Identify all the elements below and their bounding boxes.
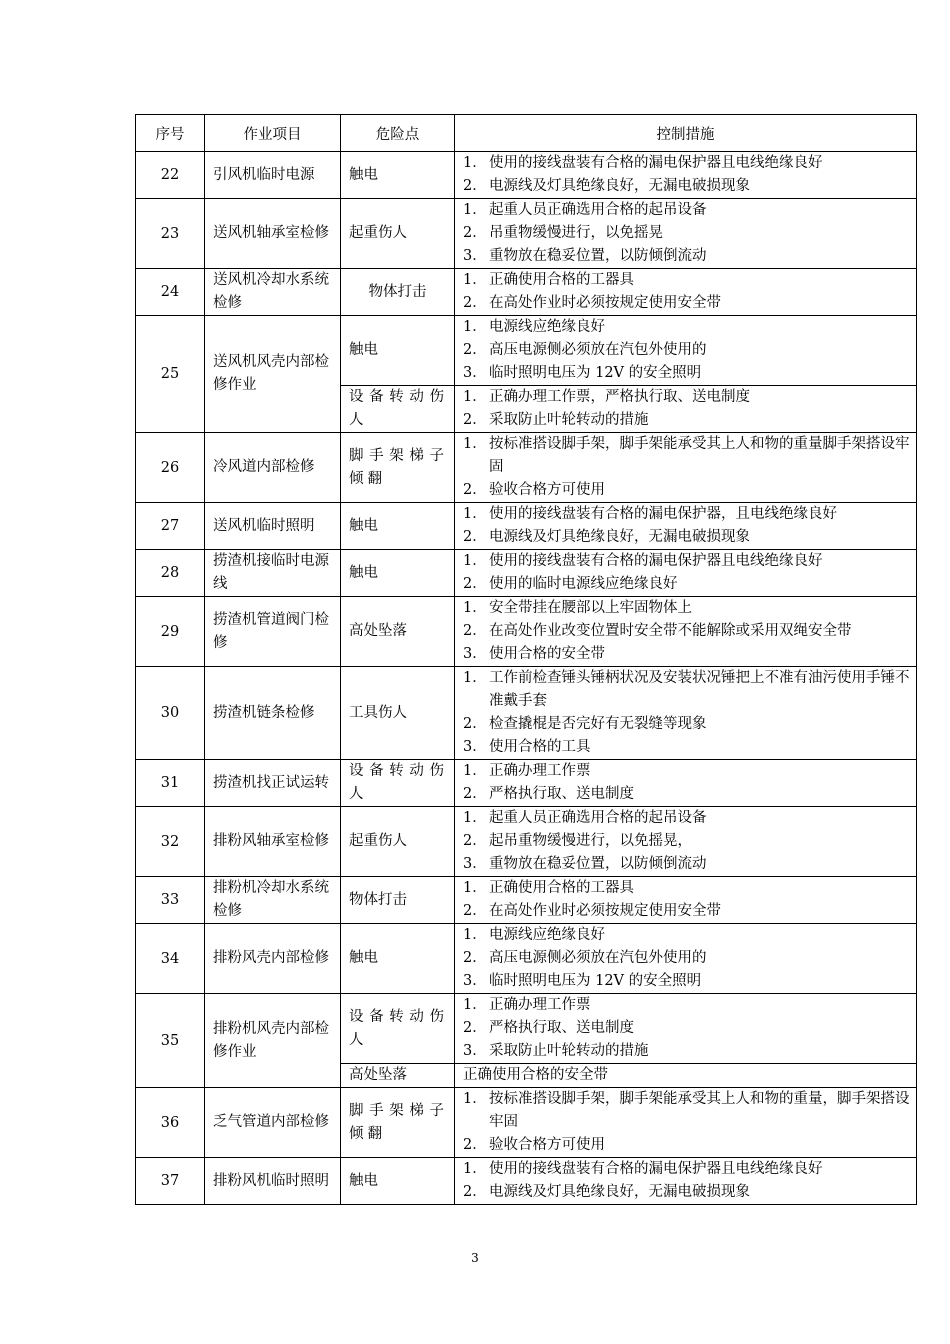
- measure-text: 电源线及灯具绝缘良好，无漏电破损现象: [489, 529, 750, 545]
- hazard-point: 物体打击: [341, 877, 455, 924]
- measure-text: 采取防止叶轮转动的措施: [489, 1043, 649, 1059]
- measure-text: 严格执行取、送电制度: [489, 786, 634, 802]
- measure-item: [463, 970, 912, 993]
- measure-index: 1．: [463, 319, 487, 335]
- measure-item: [463, 713, 912, 736]
- control-measures: [455, 994, 917, 1064]
- work-item: 送风机冷却水系统检修: [205, 269, 341, 316]
- measure-text: 检查撬棍是否完好有无裂缝等现象: [489, 716, 707, 732]
- work-item: 引风机临时电源: [205, 152, 341, 199]
- measure-text: 正确使用合格的工器具: [489, 272, 634, 288]
- measure-text: 正确使用合格的工器具: [489, 880, 634, 896]
- hazard-point: 高处坠落: [341, 597, 455, 667]
- measure-item: [463, 550, 912, 573]
- measure-index: 1．: [463, 927, 487, 943]
- measure-index: 1．: [463, 670, 487, 686]
- measure-index: 2．: [463, 786, 487, 802]
- table-row: [136, 269, 917, 316]
- control-measures: [455, 386, 917, 433]
- measure-item: [463, 222, 912, 245]
- measure-index: 2．: [463, 833, 487, 849]
- row-number: 24: [136, 269, 205, 316]
- measure-item: [463, 503, 912, 526]
- measure-item: [463, 1134, 912, 1157]
- table-body: [136, 152, 917, 1205]
- measure-item: [463, 924, 912, 947]
- hazard-point: 触电: [341, 152, 455, 199]
- measure-index: 2．: [463, 529, 487, 545]
- row-number: 26: [136, 433, 205, 503]
- measure-text: 使用合格的安全带: [489, 646, 605, 662]
- header-hazard: 危险点: [341, 115, 455, 152]
- control-measures: [455, 316, 917, 386]
- hazard-point: 工具伤人: [341, 667, 455, 760]
- measure-index: 3．: [463, 856, 487, 872]
- row-number: 36: [136, 1088, 205, 1158]
- header-item: 作业项目: [205, 115, 341, 152]
- measure-text: 按标准搭设脚手架，脚手架能承受其上人和物的重量脚手架搭设牢固: [489, 436, 910, 475]
- measure-text: 严格执行取、送电制度: [489, 1020, 634, 1036]
- table-row: [136, 877, 917, 924]
- measure-item: [463, 994, 912, 1017]
- measure-item: [463, 175, 912, 198]
- measure-item: [463, 1088, 912, 1134]
- measure-item: [463, 643, 912, 666]
- row-number: 37: [136, 1158, 205, 1205]
- table-row: [136, 597, 917, 667]
- measure-index: 1．: [463, 810, 487, 826]
- hazard-point: 触电: [341, 1158, 455, 1205]
- measure-index: 1．: [463, 155, 487, 171]
- row-number: 32: [136, 807, 205, 877]
- measure-text: 在高处作业时必须按规定使用安全带: [489, 295, 721, 311]
- measure-item: [463, 620, 912, 643]
- measure-text: 使用合格的工具: [489, 739, 591, 755]
- measure-index: 1．: [463, 997, 487, 1013]
- measure-index: 2．: [463, 1137, 487, 1153]
- control-measures: [455, 550, 917, 597]
- measure-index: 1．: [463, 1161, 487, 1177]
- measure-item: [463, 947, 912, 970]
- measure-text: 吊重物缓慢进行，以免摇晃: [489, 225, 663, 241]
- hazard-point: 起重伤人: [341, 199, 455, 269]
- measure-text: 正确办理工作票: [489, 763, 591, 779]
- measure-item: [463, 292, 912, 315]
- table-row: [136, 807, 917, 877]
- safety-measures-table: [135, 114, 917, 1205]
- measure-index: 2．: [463, 716, 487, 732]
- measure-item: [463, 386, 912, 409]
- work-item: 乏气管道内部检修: [205, 1088, 341, 1158]
- row-number: 25: [136, 316, 205, 433]
- measure-index: 2．: [463, 225, 487, 241]
- measure-item: [463, 245, 912, 268]
- measure-item: [463, 409, 912, 432]
- measure-text: 工作前检查锤头锤柄状况及安装状况锤把上不准有油污使用手锤不准戴手套: [489, 670, 910, 709]
- measure-index: 1．: [463, 553, 487, 569]
- hazard-point: 脚手架梯子倾翻: [341, 1088, 455, 1158]
- work-item: 送风机风壳内部检修作业: [205, 316, 341, 433]
- table-row: [136, 433, 917, 503]
- work-item: 捞渣机管道阀门检修: [205, 597, 341, 667]
- measure-index: 1．: [463, 880, 487, 896]
- hazard-point: 起重伤人: [341, 807, 455, 877]
- hazard-point: 高处坠落: [341, 1064, 455, 1088]
- measure-text: 使用的接线盘装有合格的漏电保护器，且电线绝缘良好: [489, 506, 837, 522]
- measure-text: 验收合格方可使用: [489, 482, 605, 498]
- hazard-point: 触电: [341, 503, 455, 550]
- measure-item: [463, 736, 912, 759]
- hazard-point: 物体打击: [341, 269, 455, 316]
- control-measures: [455, 1158, 917, 1205]
- measure-item: [463, 269, 912, 292]
- measure-text: 安全带挂在腰部以上牢固物体上: [489, 600, 692, 616]
- control-measures: [455, 597, 917, 667]
- page-number: 3: [471, 1251, 479, 1265]
- measure-index: 2．: [463, 903, 487, 919]
- table-row: [136, 199, 917, 269]
- hazard-point: 脚手架梯子倾翻: [341, 433, 455, 503]
- measure-item: [463, 1040, 912, 1063]
- row-number: 34: [136, 924, 205, 994]
- measure-item: [463, 1017, 912, 1040]
- measure-text: 使用的接线盘装有合格的漏电保护器且电线绝缘良好: [489, 1161, 823, 1177]
- measure-index: 2．: [463, 178, 487, 194]
- work-item: 排粉风机临时照明: [205, 1158, 341, 1205]
- measure-text: 高压电源侧必须放在汽包外使用的: [489, 950, 707, 966]
- measure-index: 1．: [463, 272, 487, 288]
- row-number: 31: [136, 760, 205, 807]
- measure-text: 起重人员正确选用合格的起吊设备: [489, 202, 707, 218]
- measure-item: [463, 667, 912, 713]
- control-measures: [455, 1088, 917, 1158]
- measure-index: 2．: [463, 482, 487, 498]
- measure-text: 采取防止叶轮转动的措施: [489, 412, 649, 428]
- control-measures: [455, 760, 917, 807]
- control-measures: [455, 667, 917, 760]
- measure-text: 重物放在稳妥位置，以防倾倒流动: [489, 248, 707, 264]
- measure-index: 3．: [463, 973, 487, 989]
- work-item: 捞渣机找正试运转: [205, 760, 341, 807]
- measure-item: [463, 362, 912, 385]
- measure-item: [463, 526, 912, 549]
- work-item: 捞渣机接临时电源线: [205, 550, 341, 597]
- measure-item: [463, 433, 912, 479]
- row-number: 33: [136, 877, 205, 924]
- measure-index: 2．: [463, 1184, 487, 1200]
- measure-text: 按标准搭设脚手架，脚手架能承受其上人和物的重量，脚手架搭设牢固: [489, 1091, 910, 1130]
- measure-text: 正确使用合格的安全带: [463, 1067, 608, 1083]
- measure-index: 3．: [463, 248, 487, 264]
- measure-index: 1．: [463, 600, 487, 616]
- measure-item: [463, 783, 912, 806]
- row-number: 22: [136, 152, 205, 199]
- table-header-row: [136, 115, 917, 152]
- measure-item: [463, 152, 912, 175]
- measure-item: [463, 877, 912, 900]
- control-measures: [455, 807, 917, 877]
- measure-item: [463, 760, 912, 783]
- measure-index: 3．: [463, 365, 487, 381]
- measure-index: 2．: [463, 623, 487, 639]
- measure-index: 2．: [463, 950, 487, 966]
- measure-index: 1．: [463, 506, 487, 522]
- measure-index: 1．: [463, 436, 487, 452]
- measure-index: 2．: [463, 412, 487, 428]
- hazard-point: 触电: [341, 316, 455, 386]
- control-measures: [455, 152, 917, 199]
- row-number: 23: [136, 199, 205, 269]
- measure-index: 2．: [463, 295, 487, 311]
- measure-item: [463, 479, 912, 502]
- measure-index: 3．: [463, 1043, 487, 1059]
- measure-item: [463, 597, 912, 620]
- hazard-point: 设备转动伤人: [341, 994, 455, 1064]
- measure-index: 3．: [463, 739, 487, 755]
- control-measures: [455, 269, 917, 316]
- table-row: [136, 550, 917, 597]
- measure-text: 正确办理工作票: [489, 997, 591, 1013]
- measure-text: 电源线及灯具绝缘良好，无漏电破损现象: [489, 1184, 750, 1200]
- table-row: [136, 316, 917, 386]
- measure-text: 起重人员正确选用合格的起吊设备: [489, 810, 707, 826]
- measure-index: 1．: [463, 202, 487, 218]
- measure-text: 验收合格方可使用: [489, 1137, 605, 1153]
- measure-index: 1．: [463, 389, 487, 405]
- measure-item: [463, 853, 912, 876]
- measure-text: 在高处作业改变位置时安全带不能解除或采用双绳安全带: [489, 623, 852, 639]
- measure-item: [463, 900, 912, 923]
- measure-index: 1．: [463, 1091, 487, 1107]
- measure-text: 高压电源侧必须放在汽包外使用的: [489, 342, 707, 358]
- hazard-point: 设备转动伤人: [341, 760, 455, 807]
- table-row: [136, 503, 917, 550]
- row-number: 29: [136, 597, 205, 667]
- table-row: [136, 760, 917, 807]
- measure-index: 2．: [463, 576, 487, 592]
- measure-item: [463, 830, 912, 853]
- measure-text: 重物放在稳妥位置，以防倾倒流动: [489, 856, 707, 872]
- measure-text: 临时照明电压为 12V 的安全照明: [489, 973, 702, 989]
- row-number: 28: [136, 550, 205, 597]
- control-measures: [455, 503, 917, 550]
- measure-item: [463, 573, 912, 596]
- measure-item: [463, 316, 912, 339]
- measure-text: 正确办理工作票，严格执行取、送电制度: [489, 389, 750, 405]
- measure-text: 临时照明电压为 12V 的安全照明: [489, 365, 702, 381]
- header-num: 序号: [136, 115, 205, 152]
- table-row: [136, 994, 917, 1064]
- measure-item: [463, 807, 912, 830]
- control-measures: [455, 433, 917, 503]
- control-measures: [455, 199, 917, 269]
- control-measures: [455, 924, 917, 994]
- table-row: [136, 667, 917, 760]
- hazard-point: 设备转动伤人: [341, 386, 455, 433]
- measure-index: 2．: [463, 1020, 487, 1036]
- measure-text: 电源线及灯具绝缘良好，无漏电破损现象: [489, 178, 750, 194]
- work-item: 送风机临时照明: [205, 503, 341, 550]
- row-number: 27: [136, 503, 205, 550]
- control-measures: [455, 1064, 917, 1088]
- row-number: 30: [136, 667, 205, 760]
- table-row: [136, 924, 917, 994]
- row-number: 35: [136, 994, 205, 1088]
- measure-item: [463, 1158, 912, 1181]
- work-item: 排粉机冷却水系统检修: [205, 877, 341, 924]
- header-control: 控制措施: [455, 115, 917, 152]
- table-row: [136, 1158, 917, 1205]
- measure-index: 1．: [463, 763, 487, 779]
- measure-item: [463, 339, 912, 362]
- measure-index: 2．: [463, 342, 487, 358]
- work-item: 排粉风轴承室检修: [205, 807, 341, 877]
- measure-text: 使用的接线盘装有合格的漏电保护器且电线绝缘良好: [489, 553, 823, 569]
- work-item: 排粉机风壳内部检修作业: [205, 994, 341, 1088]
- work-item: 捞渣机链条检修: [205, 667, 341, 760]
- table-row: [136, 1088, 917, 1158]
- table-row: [136, 152, 917, 199]
- measure-text: 电源线应绝缘良好: [489, 319, 605, 335]
- hazard-point: 触电: [341, 550, 455, 597]
- measure-item: [463, 199, 912, 222]
- measure-index: 3．: [463, 646, 487, 662]
- measure-text: 使用的接线盘装有合格的漏电保护器且电线绝缘良好: [489, 155, 823, 171]
- control-measures: [455, 877, 917, 924]
- measure-text: 使用的临时电源线应绝缘良好: [489, 576, 678, 592]
- measure-text: 起吊重物缓慢进行，以免摇晃，: [489, 833, 692, 849]
- work-item: 排粉风壳内部检修: [205, 924, 341, 994]
- measure-item: [463, 1181, 912, 1204]
- work-item: 送风机轴承室检修: [205, 199, 341, 269]
- measure-text: 在高处作业时必须按规定使用安全带: [489, 903, 721, 919]
- measure-text: 电源线应绝缘良好: [489, 927, 605, 943]
- hazard-point: 触电: [341, 924, 455, 994]
- work-item: 冷风道内部检修: [205, 433, 341, 503]
